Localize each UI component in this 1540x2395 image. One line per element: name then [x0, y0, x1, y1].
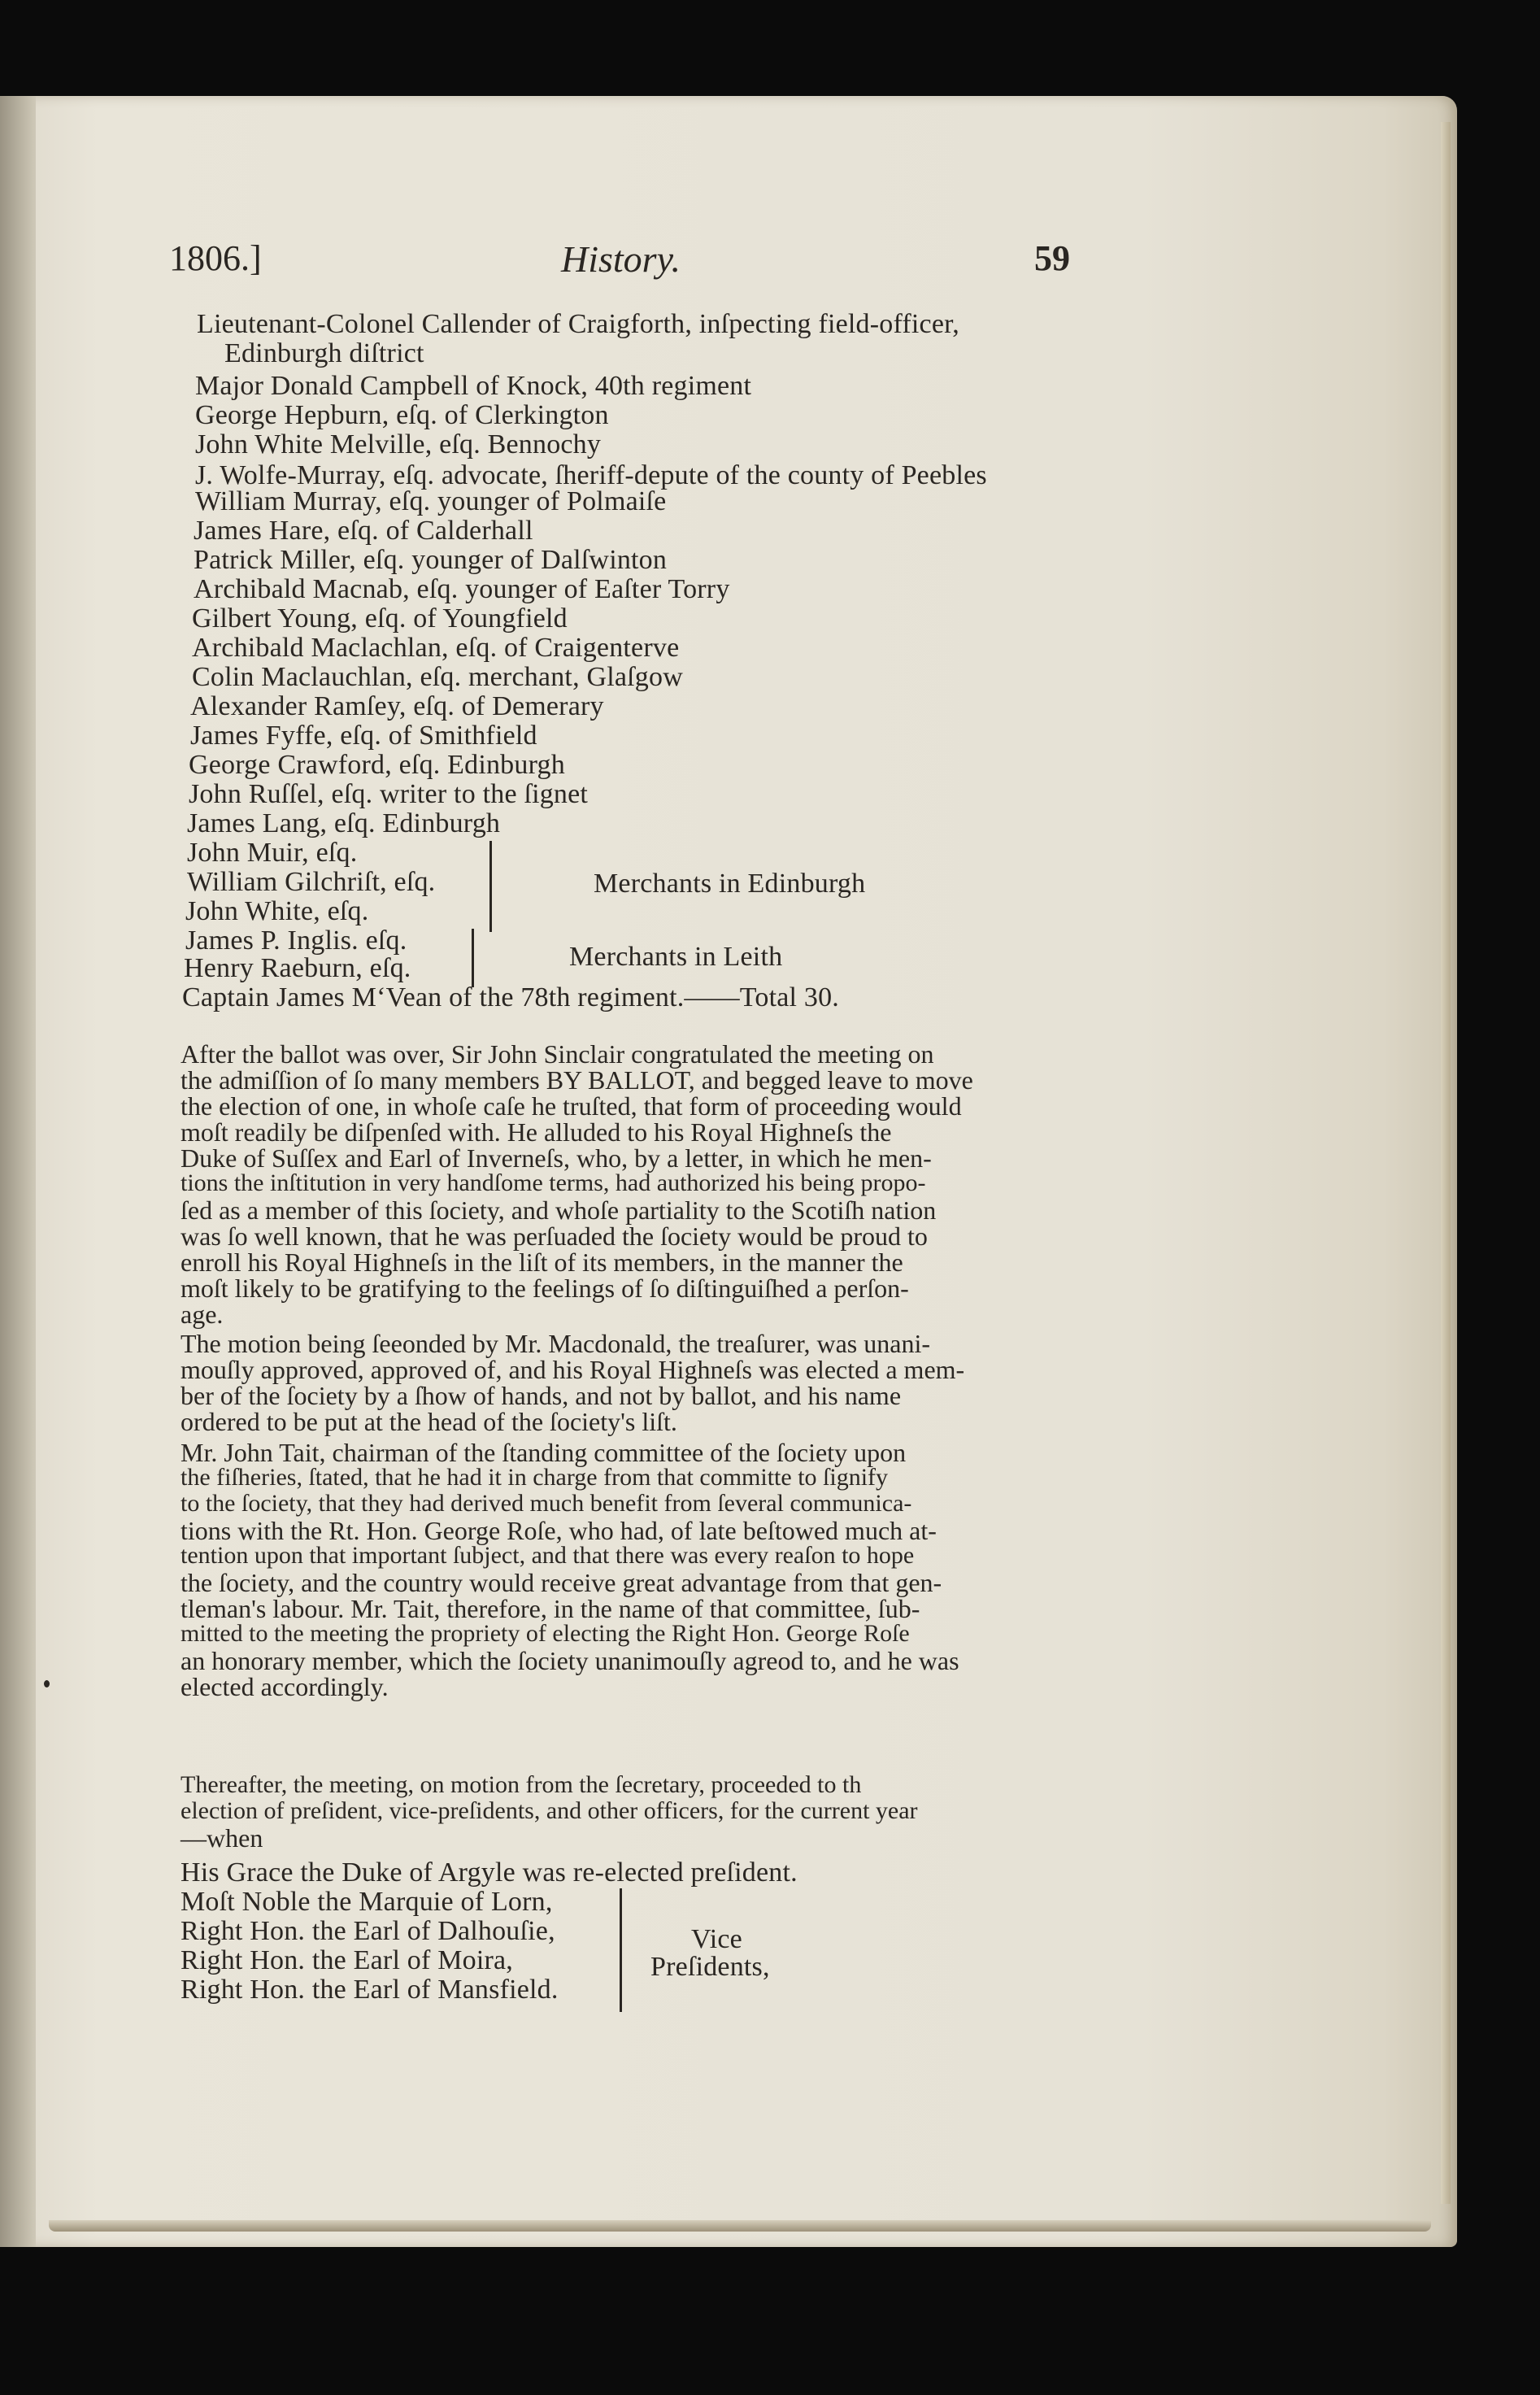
member-entry: Colin Maclauchlan, eſq. merchant, Glaſgow — [192, 662, 683, 692]
text-line: moſt readily be diſpenſed with. He alluded to his Royal Highneſs the — [181, 1117, 892, 1147]
text-line: ber of the ſociety by a ſhow of hands, and not by ballot, and his name — [181, 1381, 902, 1410]
text-line: the fiſheries, ſtated, that he had it in charge from that committe to ſignify — [181, 1464, 889, 1491]
page-number: 59 — [1034, 238, 1070, 278]
member-entry: John White, eſq. — [185, 896, 369, 926]
page-edge — [1441, 122, 1451, 2204]
text-line: an honorary member, which the ſociety unanimouſly agreod to, and he was — [181, 1646, 959, 1675]
group-label: Merchants in Leith — [569, 942, 783, 972]
member-entry: J. Wolfe-Murray, eſq. advocate, ſheriff-depute of the county of Peebles — [195, 460, 987, 490]
member-entry: George Hepburn, eſq. of Clerkington — [195, 400, 609, 430]
member-entry: Lieutenant-Colonel Callender of Craigforth, inſpecting field-officer, — [197, 309, 959, 339]
text-line: —when — [181, 1823, 263, 1853]
text-line: to the ſociety, that they had derived much benefit from ſeveral communica- — [181, 1490, 912, 1517]
vice-president-entry: Right Hon. the Earl of Moira, — [181, 1945, 514, 1975]
text-line: was ſo well known, that he was perſuaded the ſociety would be proud to — [181, 1221, 928, 1251]
member-entry: William Murray, eſq. younger of Polmaiſe — [195, 486, 667, 516]
group-label: Vice — [691, 1924, 742, 1954]
text-line: Mr. John Tait, chairman of the ſtanding committee of the ſociety upon — [181, 1438, 907, 1467]
text-line: enroll his Royal Highneſs in the liſt of its members, in the manner the — [181, 1248, 903, 1277]
page-bottom-edge — [49, 2220, 1431, 2232]
member-entry: Major Donald Campbell of Knock, 40th regiment — [195, 371, 752, 401]
member-entry: Archibald Maclachlan, eſq. of Craigenterve — [192, 633, 680, 663]
group-brace — [489, 841, 492, 932]
member-entry: John Muir, eſq. — [187, 838, 358, 868]
member-entry: Patrick Miller, eſq. younger of Dalſwinton — [194, 545, 668, 575]
member-entry: John Ruſſel, eſq. writer to the ſignet — [189, 779, 589, 809]
member-entry: James Hare, eſq. of Calderhall — [194, 516, 533, 546]
vice-president-entry: Right Hon. the Earl of Dalhouſie, — [181, 1916, 555, 1946]
member-entry: William Gilchriſt, eſq. — [187, 867, 436, 897]
member-entry: John White Melville, eſq. Bennochy — [195, 429, 602, 459]
group-label: Preſidents, — [650, 1952, 770, 1982]
vice-president-entry: Right Hon. the Earl of Mansfield. — [181, 1975, 559, 2005]
text-line: tention upon that important ſubject, and that there was every reaſon to hope — [181, 1542, 915, 1569]
member-entry: James Fyffe, eſq. of Smithfield — [190, 721, 537, 751]
group-brace — [472, 929, 474, 987]
text-line: The motion being ſeeonded by Mr. Macdonald, the treaſurer, was unani- — [181, 1329, 930, 1358]
text-line: ſed as a member of this ſociety, and whoſe partiality to the Scotiſh nation — [181, 1195, 937, 1225]
text-line: the ſociety, and the country would receive great advantage from that gen- — [181, 1568, 942, 1597]
text-line: tions the inſtitution in very handſome terms, had authorized his being propo- — [181, 1169, 926, 1196]
member-entry: Edinburgh diſtrict — [224, 338, 424, 368]
text-line: Duke of Suſſex and Earl of Inverneſs, who, by a letter, in which he men- — [181, 1143, 932, 1173]
president-line: His Grace the Duke of Argyle was re-elected preſident. — [181, 1857, 798, 1888]
member-entry: George Crawford, eſq. Edinburgh — [189, 750, 565, 780]
text-line: elected accordingly. — [181, 1672, 389, 1701]
header-year: 1806.] — [169, 238, 262, 278]
text-line: After the ballot was over, Sir John Sinclair congratulated the meeting on — [181, 1039, 934, 1069]
group-label: Merchants in Edinburgh — [594, 869, 866, 899]
group-brace — [620, 1888, 622, 2012]
text-line: tleman's labour. Mr. Tait, therefore, in the name of that committee, ſub- — [181, 1594, 920, 1623]
vice-president-entry: Moſt Noble the Marquie of Lorn, — [181, 1887, 553, 1917]
total-line: Captain James M‘Vean of the 78th regiment.——Total 30. — [182, 982, 839, 1012]
text-line: tions with the Rt. Hon. George Roſe, who had, of late beſtowed much at- — [181, 1516, 937, 1545]
member-entry: Henry Raeburn, eſq. — [184, 953, 411, 983]
text-line: the election of one, in whoſe caſe he truſted, that form of proceeding would — [181, 1091, 962, 1121]
member-entry: Archibald Macnab, eſq. younger of Eaſter Torry — [194, 574, 730, 604]
text-line: mitted to the meeting the propriety of electing the Right Hon. George Roſe — [181, 1620, 910, 1647]
text-line: mouſly approved, approved of, and his Royal Highneſs was elected a mem- — [181, 1355, 965, 1384]
member-entry: Alexander Ramſey, eſq. of Demerary — [190, 691, 604, 721]
text-line: Thereafter, the meeting, on motion from the ſecretary, proceeded to th — [181, 1771, 862, 1798]
member-entry: Gilbert Young, eſq. of Youngfield — [192, 603, 568, 634]
header-title: History. — [561, 238, 681, 280]
text-line: age. — [181, 1300, 224, 1329]
text-line: moſt likely to be gratifying to the feelings of ſo diſtinguiſhed a perſon- — [181, 1274, 909, 1303]
member-entry: James P. Inglis. eſq. — [185, 925, 407, 956]
text-line: the admiſſion of ſo many members BY BALLOT, and begged leave to move — [181, 1065, 973, 1095]
text-line: election of preſident, vice-preſidents, and other officers, for the current year — [181, 1797, 918, 1824]
text-line: ordered to be put at the head of the ſociety's liſt. — [181, 1407, 677, 1436]
member-entry: James Lang, eſq. Edinburgh — [187, 808, 501, 838]
ink-spot — [44, 1680, 50, 1687]
page-gutter — [0, 96, 36, 2247]
